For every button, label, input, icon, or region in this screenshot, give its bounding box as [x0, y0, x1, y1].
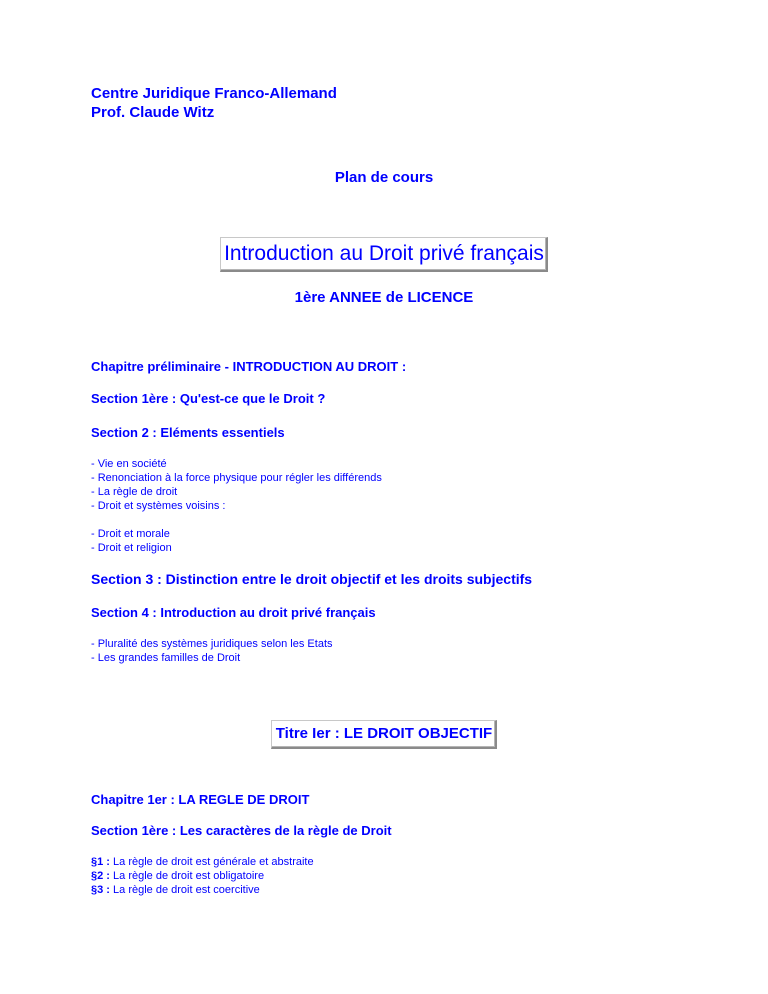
paragraph-text: La règle de droit est coercitive	[109, 884, 260, 896]
section-4-list	[91, 637, 333, 665]
list-item: - Renonciation à la force physique pour régler les différends	[91, 472, 382, 484]
list-item	[91, 855, 314, 869]
list-item: - Pluralité des systèmes juridiques selon les Etats	[91, 638, 333, 650]
titre-1-container	[0, 720, 768, 749]
institution-name: Centre Juridique Franco-Allemand	[91, 85, 337, 102]
chapter-1-section-1-heading: Section 1ère : Les caractères de la règle de Droit	[91, 823, 392, 838]
paragraph-label: §3 :	[91, 884, 110, 896]
section-4-heading: Section 4 : Introduction au droit privé français	[91, 605, 376, 620]
titre-1-heading: Titre Ier : LE DROIT OBJECTIF	[271, 720, 497, 749]
section-2-heading: Section 2 : Eléments essentiels	[91, 425, 285, 440]
paragraph-label: §2 :	[91, 870, 110, 882]
main-title-container	[0, 237, 768, 272]
chapter-preliminary-heading: Chapitre préliminaire - INTRODUCTION AU DROIT :	[91, 359, 407, 374]
chapter-1-heading: Chapitre 1er : LA REGLE DE DROIT	[91, 792, 310, 807]
list-item: - Les grandes familles de Droit	[91, 652, 241, 664]
chapter-1-section-1-list	[91, 855, 314, 897]
paragraph-label: §1 :	[91, 856, 110, 868]
paragraph-text: La règle de droit est obligatoire	[109, 870, 265, 882]
institution-header	[91, 84, 337, 122]
plan-label: Plan de cours	[334, 169, 434, 186]
list-item: - La règle de droit	[91, 486, 178, 498]
list-item	[91, 869, 314, 883]
page-title: Introduction au Droit privé français	[220, 237, 548, 272]
section-2-sublist	[91, 527, 172, 555]
section-3-heading: Section 3 : Distinction entre le droit objectif et les droits subjectifs	[91, 571, 533, 587]
list-item: - Droit et morale	[91, 528, 170, 540]
paragraph-text: La règle de droit est générale et abstraite	[109, 856, 314, 868]
list-item: - Droit et religion	[91, 542, 172, 554]
list-item	[91, 883, 314, 897]
list-item: - Vie en société	[91, 458, 167, 470]
course-level: 1ère ANNEE de LICENCE	[294, 289, 474, 306]
professor-name: Prof. Claude Witz	[91, 104, 215, 121]
plan-heading	[0, 169, 768, 186]
list-item: - Droit et systèmes voisins :	[91, 500, 226, 512]
section-1-heading: Section 1ère : Qu'est-ce que le Droit ?	[91, 391, 326, 406]
section-2-list	[91, 457, 382, 513]
